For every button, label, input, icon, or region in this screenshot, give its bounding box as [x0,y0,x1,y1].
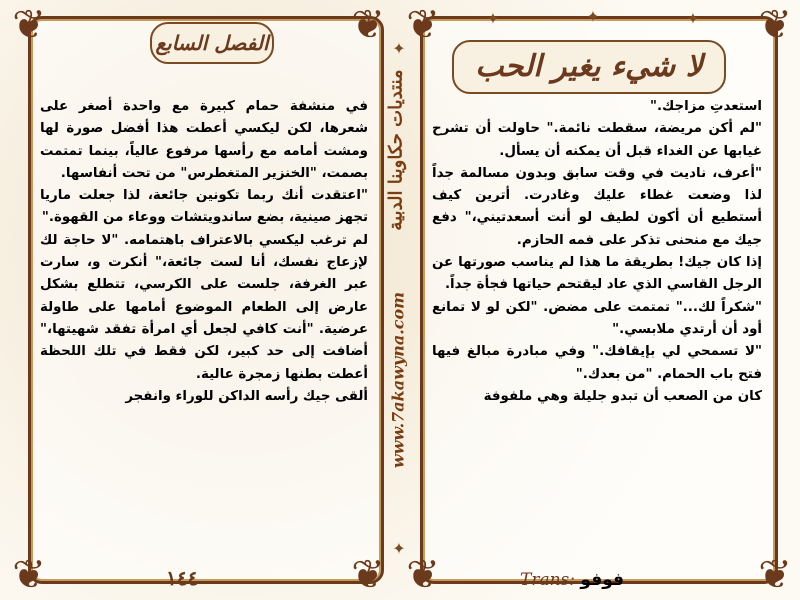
page-number: ١٤٤ [166,566,199,590]
forum-name: منتديات حكاوينا الدبية [385,69,407,231]
translator-label: Trans: [520,570,576,590]
flourish-corner-icon: ❦ [758,552,792,598]
paragraph: لم ترغب ليكسي بالاعتراف باهتمامه. "لا حاجة لك لإزعاج نفسك، أنا لست جائعة،" أنكرت و، سارت عبر الغرفة، جلست على الكرسي، تتطلع بشكل عارض إلى الطعام الموضوع أمامها على طاولة عرضية. "أنت كافي لجعل أي امرأة تفقد شهيتها،" أضافت إلى حد كبير، لكن فقط في تلك اللحظة أعطت بطنها زمجرة عالية. [40,232,368,382]
flourish-corner-icon: ❦ [12,2,46,48]
flourish-corner-icon: ❦ [406,552,440,598]
flourish-corner-icon: ❦ [758,2,792,48]
left-page-text [40,96,368,408]
translator-name: فوفو [580,570,625,590]
paragraph: في منشفة حمام كبيرة مع واحدة أصغر على شعرها، لكن ليكسي أعطت هذا أفضل صورة لها ومشت أمامه مع رأسها مرفوع عالياً، بينما تمتمت بصمت، "الخنزير المتغطرس" من تحت أنفاسها. [40,99,368,181]
paragraph: إذا كان جيك! بطريقة ما هذا لم يناسب صورتها عن الرجل القاسي الذي عاد ليقتحم حياتها فجأة جداً. [432,255,762,293]
right-page-text [432,96,762,408]
book-title: لا شيء يغير الحب [452,40,726,94]
star-ornament-icon: ✦ [392,539,406,558]
paragraph: ألقى جيك رأسه الداكن للوراء وانفجر [125,388,368,404]
paragraph: "لم أكن مريضة، سقطت نائمة." حاولت أن تشرح غيابها عن الغداء قبل أن يمكنه أن يسأل. [432,121,762,159]
star-ornament-icon: ✦ [392,39,406,58]
paragraph: "اعتقدت أنك ربما تكونين جائعة، لذا جعلت ماريا تجهز صينية، بضع ساندويتشات ووعاء من القهوة." [40,188,368,226]
paragraph: "لا تسمحي لي بإيقافك." وفي مبادرة مبالغ فيها فتح باب الحمام. "من بعدك." [432,344,762,382]
paragraph: "أعرف، ناديت في وقت سابق وبدون مسالمة جداً لذا وضعت غطاء عليك وغادرت. أترين كيف أستطيع أن أكون لطيف لو أنت أسعدتيني،" دفع جيك مع منحنى تذكر على فمه الحازم. [432,165,762,248]
flourish-corner-icon: ❦ [351,552,385,598]
paragraph: "شكراً لك..." تمتمت على مضض. "لكن لو لا تمانع أود أن أرتدي ملابسي." [432,299,762,337]
star-ornament-icon: ✦ [686,9,700,28]
star-ornament-icon: ✦ [586,7,600,26]
flourish-corner-icon: ❦ [12,552,46,598]
paragraph: كان من الصعب أن تبدو جليلة وهي ملفوفة [483,388,762,404]
chapter-title: الفصل السابع [150,22,274,64]
paragraph: استعدتِ مزاجك." [649,99,762,114]
forum-url: www.7akawyna.com [388,291,408,469]
flourish-corner-icon: ❦ [351,2,385,48]
flourish-corner-icon: ❦ [406,2,440,48]
translator-credit [520,570,624,590]
star-ornament-icon: ✦ [486,9,500,28]
